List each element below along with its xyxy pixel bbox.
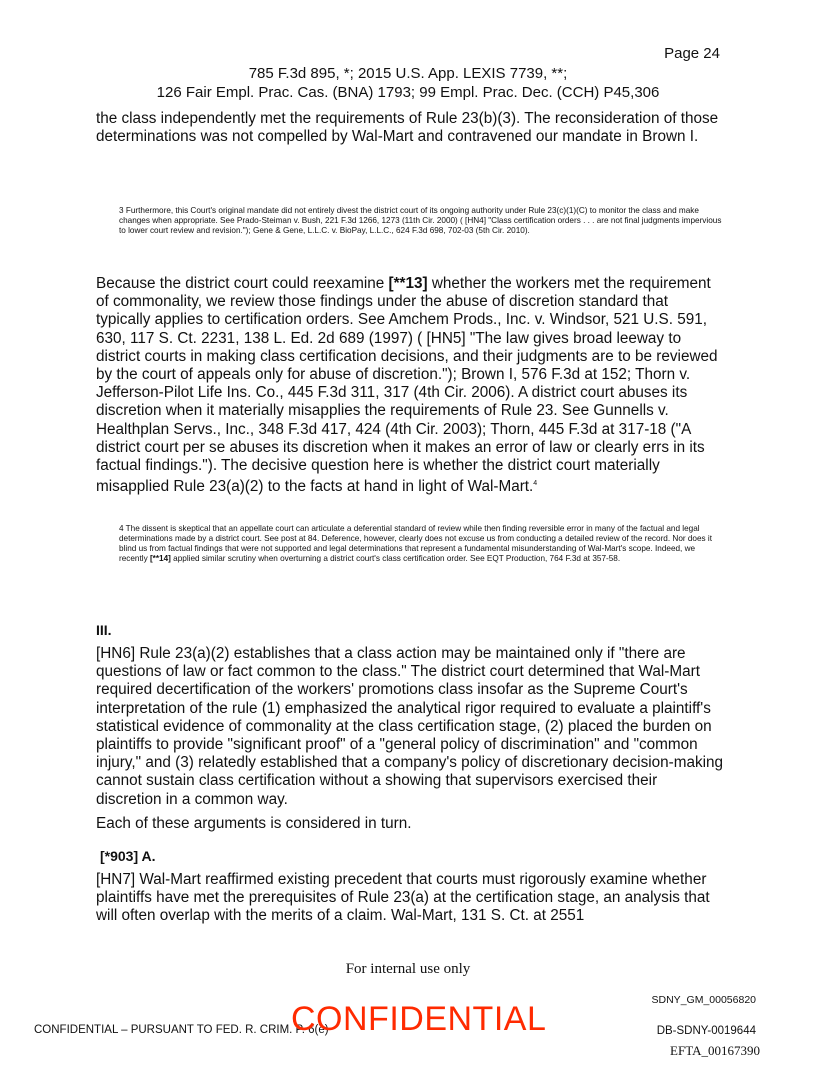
efta-number: EFTA_00167390 <box>670 1043 760 1058</box>
confidential-notice: CONFIDENTIAL – PURSUANT TO FED. R. CRIM. P. 6(e) <box>34 1024 329 1036</box>
section-heading-iii: III. <box>96 622 112 638</box>
paragraph-text: Because the district court could reexamine <box>96 275 389 292</box>
footnote-reference: 4 <box>533 480 538 488</box>
star-page-marker: [**13] <box>388 275 428 292</box>
page-number: Page 24 <box>664 45 720 62</box>
paragraph-rule-23a2: [HN6] Rule 23(a)(2) establishes that a class action may be maintained only if "there are questions of law or fact common to the class." The district court determined that Wal-Mart required decertification of the workers' promotions class insofar as the Supreme Court's interpretation of the rule (1) emphasized the analytical rigor required to evaluate a plaintiff's statistical evidence of commonality at the class certification stage, (2) placed the burden on plaintiffs to provide "significant proof" of a "general policy of discrimination" and "common injury," and (3) relatedly established that a company's policy of discretionary decision-making cannot sustain class certification without a showing that supervisors exercised their discretion in a common way. <box>96 645 724 808</box>
bates-number-sdny-gm: SDNY_GM_00056820 <box>651 994 756 1006</box>
paragraph-text: whether the workers met the requirement of commonality, we review those findings under the abuse of discretion standard that typically applies to certification orders. See Amchem Prods., Inc. v. Windsor, 521 U.S. 591, 630, 117 S. Ct. 2231, 138 L. Ed. 2d 689 (1997) ( [HN5] "The law gives broad leeway to district courts in making class certification decisions, and their judgments are to be reviewed by the court of appeals only for abuse of discretion."); Brown I, 576 F.3d at 152; Thorn v. Jefferson-Pilot Life Ins. Co., 445 F.3d 311, 317 (4th Cir. 2006). A district court abuses its discretion when it materially misapplies the requirements of Rule 23. See Gunnells v. Healthplan Servs., Inc., 348 F.3d 417, 424 (4th Cir. 2003); Thorn, 445 F.3d at 317-18 ("A district court per se abuses its discretion when it makes an error of law or clearly errs in its factual findings."). The decisive question here is whether the district court materially misapplied Rule 23(a)(2) to the facts at hand in light of Wal-Mart. <box>96 275 718 496</box>
paragraph-continued: the class independently met the requirements of Rule 23(b)(3). The reconsideration of those determinations was not compelled by Wal-Mart and contravened our mandate in Brown I. <box>96 110 719 146</box>
paragraph-transition: Each of these arguments is considered in turn. <box>96 815 412 832</box>
citation-line-1: 785 F.3d 895, *; 2015 U.S. App. LEXIS 7739, **; <box>248 65 568 82</box>
bates-number-db-sdny: DB-SDNY-0019644 <box>656 1025 756 1037</box>
footnote-text: applied similar scrutiny when overturning a district court's class certification order. See EQT Production, 764 F.3d at 357-58. <box>170 554 621 564</box>
internal-use-note: For internal use only <box>345 961 471 977</box>
paragraph-rigorous-analysis: [HN7] Wal-Mart reaffirmed existing precedent that courts must rigorously examine whether plaintiffs have met the prerequisites of Rule 23(a) at the certification stage, an analysis that will often overlap with the merits of a claim. Wal-Mart, 131 S. Ct. at 2551 <box>96 871 710 925</box>
footnote-3: 3 Furthermore, this Court's original mandate did not entirely divest the district court of its ongoing authority under Rule 23(c)(1)(C) to monitor the class and make changes when appropriate. See Prado-Steiman v. Bush, 221 F.3d 1266, 1273 (11th Cir. 2000) ( [HN4] "Class certification orders . . . are not final judgments impervious to lower court review and revision."); Gene & Gene, L.L.C. v. BioPay, L.L.C., 624 F.3d 698, 702-03 (5th Cir. 2010). <box>119 206 722 236</box>
citation-line-2: 126 Fair Empl. Prac. Cas. (BNA) 1793; 99 Empl. Prac. Dec. (CCH) P45,306 <box>156 84 660 101</box>
footnote-4 <box>119 524 723 564</box>
paragraph-standard-of-review <box>96 275 726 497</box>
star-page-marker: [**14] <box>149 554 171 564</box>
section-heading-a: [*903] A. <box>100 848 156 864</box>
footnote-text: 4 The dissent is skeptical that an appellate court can articulate a deferential standard of review while then finding reversible error in many of the factual and legal determinations made by a district court. See post at 84. Deference, however, clearly does not excuse us from conducting a detailed review of the record. Nor does it blind us from factual findings that were not supported and legal determinations that represent a fundamental misunderstanding of Wal-Mart's scope. Indeed, we recently <box>119 524 712 564</box>
confidential-stamp: CONFIDENTIAL <box>291 1000 547 1038</box>
